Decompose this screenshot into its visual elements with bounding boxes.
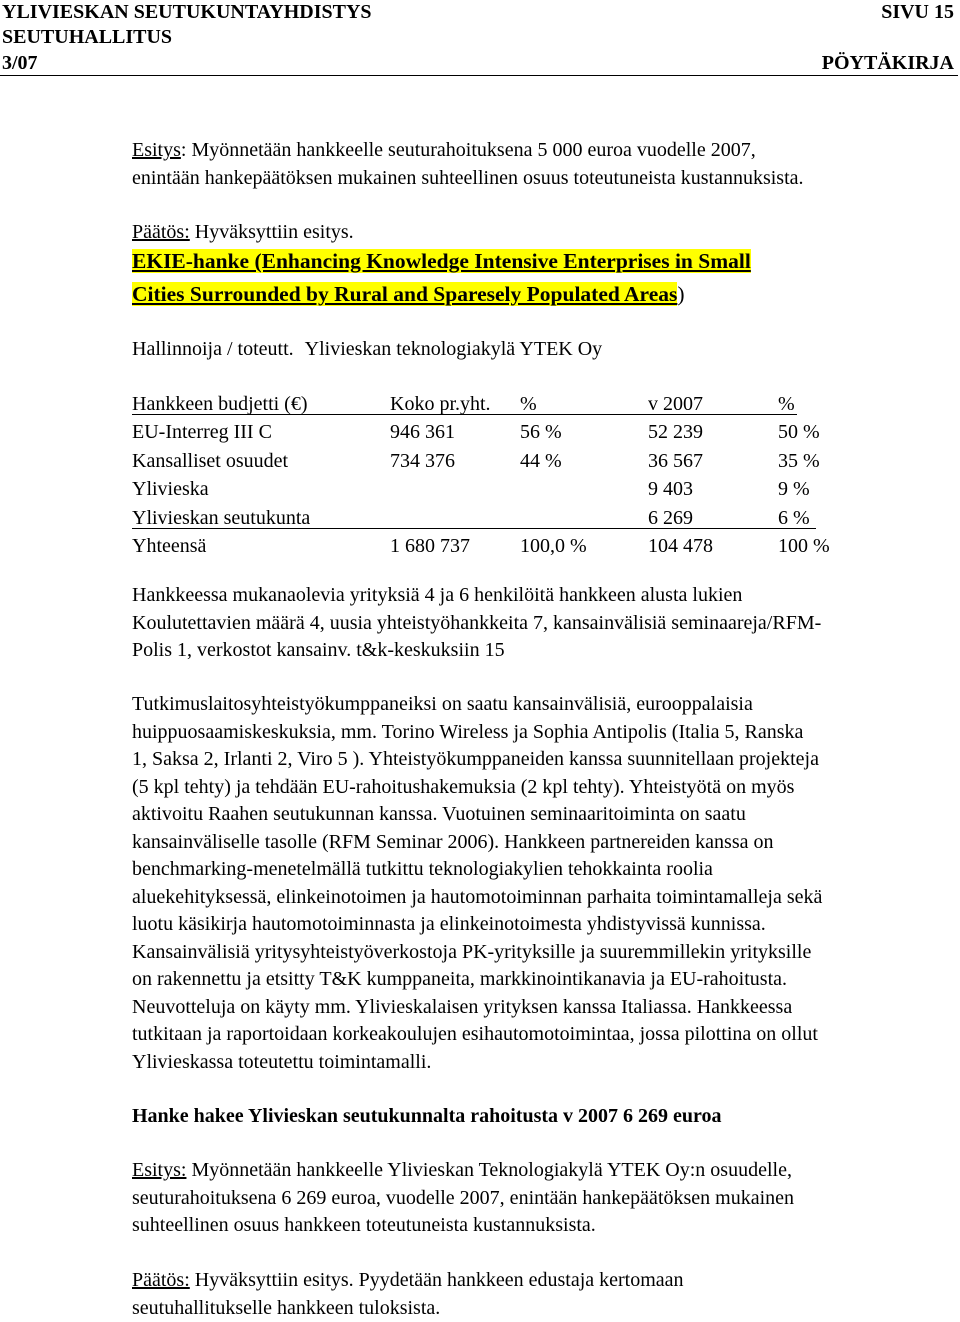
table-cell: EU-Interreg III C — [132, 421, 272, 444]
table-row — [132, 504, 852, 532]
table-row — [132, 418, 852, 446]
paragraph-line: luotu käsikirja hautomotoiminnasta ja elinkeinotoimesta yhdistyvissä kunnissa. — [132, 913, 766, 935]
paragraph-line: Neuvotteluja on käyty mm. Ylivieskalaisen yrityksen kanssa Italiassa. Hankkeessa — [132, 995, 793, 1018]
header-page-number: SIVU 15 — [881, 1, 954, 23]
table-row — [132, 475, 852, 503]
paragraph-line: kansainväliselle tasolle (RFM Seminar 2006). Hankkeen partnereiden kanssa on — [132, 830, 774, 853]
proposal-2-line1: Myönnetään hankkeelle Ylivieskan Teknologiakylä YTEK Oy:n osuudelle, — [186, 1159, 792, 1181]
table-cell: 946 361 — [390, 421, 455, 444]
paragraph-line: Tutkimuslaitosyhteistyökumppaneiksi on saatu kansainvälisiä, eurooppalaisia — [132, 693, 753, 715]
table-header-cell: Koko pr.yht. — [390, 393, 491, 415]
table-cell: 52 239 — [648, 421, 703, 444]
paragraph-line: aktivoitu Raahen seutukunnan kanssa. Vuotuinen seminaaritoiminta on saatu — [132, 803, 746, 825]
table-cell: Kansalliset osuudet — [132, 449, 289, 472]
header-underline — [132, 414, 797, 415]
table-cell: 35 % — [778, 449, 820, 472]
proposal-2-line2: seuturahoituksena 6 269 euroa, vuodelle 2007, enintään hankepäätöksen mukainen — [132, 1186, 795, 1209]
paragraph-line: Hankkeessa mukanaolevia yrityksiä 4 ja 6 henkilöitä hankkeen alusta lukien — [132, 584, 743, 606]
paragraph-line: benchmarking-menetelmällä tutkittu teknologiakylien tehokkainta roolia — [132, 858, 713, 880]
administrator-value: Ylivieskan teknologiakylä YTEK Oy — [304, 338, 603, 360]
administrator-label: Hallinnoija / toteutt. — [132, 338, 294, 360]
header-doc-type: PÖYTÄKIRJA — [821, 52, 954, 74]
table-total-row — [132, 532, 852, 560]
header-body: SEUTUHALLITUS — [2, 26, 173, 48]
paragraph-line: Koulutettavien määrä 4, uusia yhteistyöhankkeita 7, kansainvälisiä seminaareja/RFM- — [132, 611, 822, 634]
decision-1 — [132, 219, 354, 247]
paragraph-line: 1, Saksa 2, Irlanti 2, Viro 5 ). Yhteistyökumppaneiden kanssa suunnitellaan projekteja — [132, 748, 819, 770]
project-title — [132, 245, 751, 311]
table-cell: Yhteensä — [132, 534, 207, 557]
table-cell: 1 680 737 — [390, 534, 470, 557]
table-cell: 44 % — [520, 449, 562, 472]
table-header-cell: % — [520, 393, 537, 415]
paragraph-1 — [132, 582, 821, 665]
table-cell: 9 403 — [648, 478, 693, 501]
paragraph-line: tutkitaan ja raportoidaan korkeakoulujen esihautomotoimintaa, jossa pilottina on ollut — [132, 1023, 818, 1045]
funding-heading: Hanke hakee Ylivieskan seutukunnalta rahoitusta v 2007 6 269 euroa — [132, 1105, 722, 1127]
proposal-1-line2: enintään hankepäätöksen mukainen suhteellinen osuus toteutuneista kustannuksista. — [132, 166, 804, 189]
table-header-cell: v 2007 — [648, 393, 703, 415]
paragraph-line: (5 kpl tehty) ja tehdään EU-rahoitushakemuksia (2 kpl tehty). Yhteistyötä on myös — [132, 775, 795, 798]
table-cell: 56 % — [520, 421, 562, 444]
table-cell: 734 376 — [390, 449, 455, 472]
table-cell: 104 478 — [648, 534, 713, 557]
decision-2 — [132, 1267, 684, 1322]
paragraph-line: huippuosaamiskeskuksia, mm. Torino Wireless ja Sophia Antipolis (Italia 5, Ranska — [132, 720, 804, 743]
table-cell: 36 567 — [648, 449, 703, 472]
decision-2-label: Päätös: — [132, 1269, 190, 1291]
table-cell: 6 % — [778, 506, 810, 529]
proposal-1-line1: : Myönnetään hankkeelle seuturahoituksena 5 000 euroa vuodelle 2007, — [180, 139, 756, 161]
decision-2-line1: Hyväksyttiin esitys. Pyydetään hankkeen edustaja kertomaan — [189, 1269, 684, 1291]
budget-table — [132, 390, 852, 560]
header-org: YLIVIESKAN SEUTUKUNTAYHDISTYS — [2, 1, 372, 23]
administrator-line — [132, 336, 602, 364]
subtotal-underline — [132, 528, 816, 529]
table-header-row — [132, 390, 852, 418]
proposal-1-label: Esitys — [132, 139, 181, 161]
table-cell: 9 % — [778, 478, 810, 501]
decision-2-line2: seutuhallitukselle hankkeen tuloksista. — [132, 1296, 441, 1319]
decision-1-label: Päätös: — [132, 221, 190, 243]
paragraph-line: Polis 1, verkostot kansainv. t&k-keskuksiin 15 — [132, 639, 505, 661]
header-divider — [0, 75, 958, 76]
proposal-2 — [132, 1157, 794, 1240]
paragraph-line: aluekehityksessä, elinkeinotoimen ja hautomotoiminnan parhaita toimintamalleja sekä — [132, 885, 823, 908]
header-meeting: 3/07 — [2, 52, 38, 74]
table-row — [132, 447, 852, 475]
table-header-cell: % — [778, 393, 795, 415]
table-cell: 50 % — [778, 421, 820, 444]
decision-1-text: Hyväksyttiin esitys. — [189, 221, 354, 243]
table-header-cell: Hankkeen budjetti (€) — [132, 393, 308, 415]
proposal-1 — [132, 137, 804, 192]
table-cell: Ylivieskan seutukunta — [132, 506, 311, 529]
project-title-line1: EKIE-hanke (Enhancing Knowledge Intensive Enterprises in Small — [132, 249, 751, 273]
project-title-line2: Cities Surrounded by Rural and Sparesely Populated Areas — [132, 282, 678, 306]
table-cell: 100 % — [778, 534, 830, 557]
proposal-2-label: Esitys: — [132, 1159, 187, 1181]
proposal-2-line3: suhteellinen osuus hankkeen toteutuneista kustannuksista. — [132, 1214, 596, 1236]
table-cell: 6 269 — [648, 506, 693, 529]
paragraph-line: on rakennettu ja etsitty T&K kumppaneita, markkinointikanavia ja EU-rahoitusta. — [132, 968, 788, 990]
paragraph-line: Ylivieskassa toteutettu toimintamalli. — [132, 1050, 432, 1073]
paragraph-line: Kansainvälisiä yritysyhteistyöverkostoja PK-yrityksille ja suuremmillekin yrityksille — [132, 940, 812, 963]
paragraph-2 — [132, 691, 822, 1076]
table-cell: Ylivieska — [132, 478, 209, 501]
table-cell: 100,0 % — [520, 534, 587, 557]
project-title-close: ) — [677, 282, 685, 306]
